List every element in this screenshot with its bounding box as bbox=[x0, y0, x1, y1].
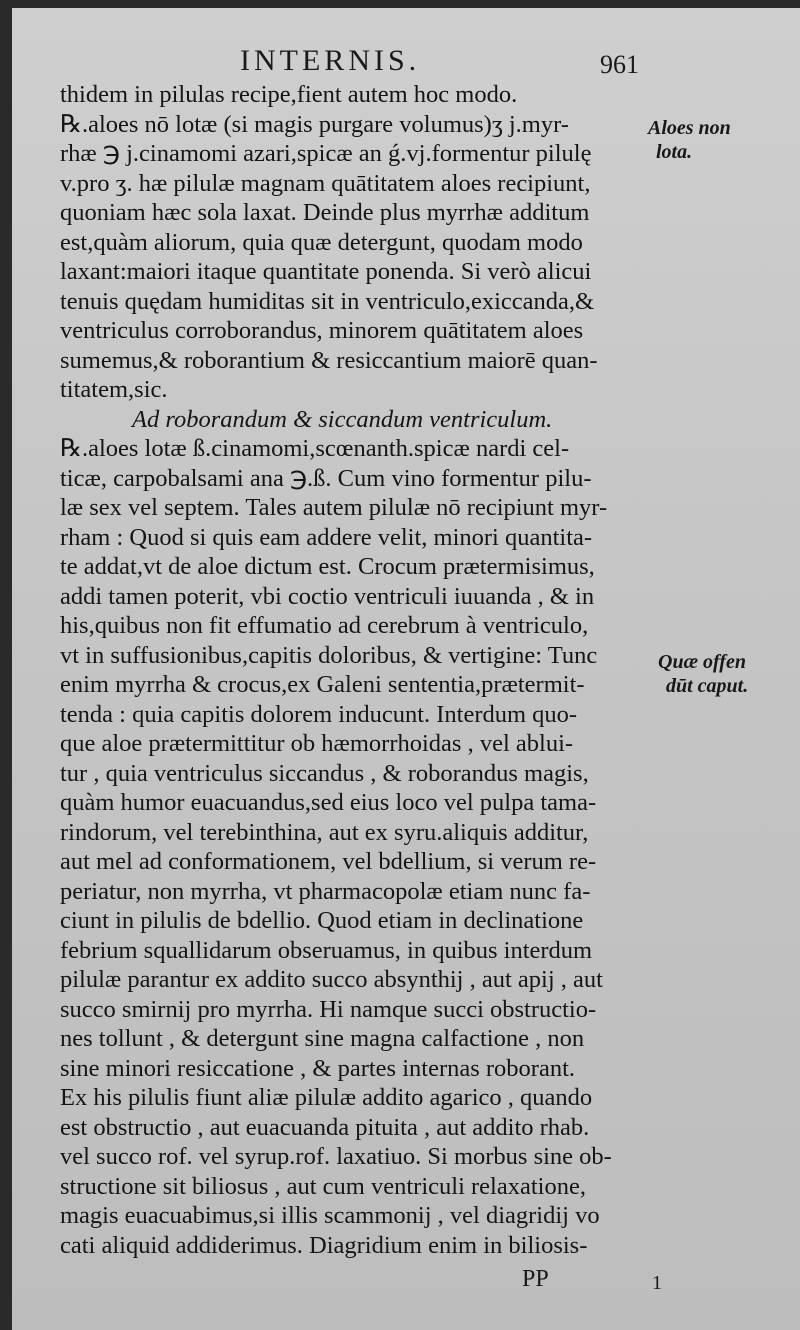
body-text bbox=[60, 80, 670, 1260]
text-line: tenuis quędam humiditas sit in ventriculo,exiccanda,& bbox=[60, 287, 595, 315]
text-line: titatem,sic. bbox=[60, 376, 168, 403]
text-line: laxant:maiori itaque quantitate ponenda. Si verò alicui bbox=[60, 258, 592, 285]
text-line: ventriculus corroborandus, minorem quātitatem aloes bbox=[60, 317, 584, 344]
text-line: enim myrrha & crocus,ex Galeni sententia,prætermit- bbox=[60, 671, 585, 698]
text-line: vt in suffusionibus,capitis doloribus, & vertigine: Tunc bbox=[60, 641, 598, 669]
text-line: sumemus,& roborantium & resiccantium maiorē quan- bbox=[60, 346, 598, 374]
text-line: læ sex vel septem. Tales autem pilulæ nō recipiunt myr- bbox=[60, 494, 608, 521]
margin-note-caput bbox=[658, 650, 748, 698]
text-line: aut mel ad conformationem, vel bdellium, si verum re- bbox=[60, 848, 597, 875]
text-line: quàm humor euacuandus,sed eius loco vel pulpa tama- bbox=[60, 789, 597, 816]
text-line: thidem in pilulas recipe,fient autem hoc modo. bbox=[60, 81, 518, 108]
section-subheading: Ad roborandum & siccandum ventriculum. bbox=[132, 405, 553, 433]
text-line: structione sit biliosus , aut cum ventriculi relaxatione, bbox=[60, 1172, 586, 1200]
text-line: est obstructio , aut euacuanda pituita , aut addito rhab. bbox=[60, 1113, 590, 1141]
text-line: que aloe prætermittitur ob hæmorrhoidas , vel ablui- bbox=[60, 730, 574, 757]
text-line: his,quibus non fit effumatio ad cerebrum à ventriculo, bbox=[60, 612, 589, 639]
text-line: v.pro ʒ. hæ pilulæ magnam quātitatem aloes recipiunt, bbox=[60, 169, 591, 197]
margin-note-line: dūt caput. bbox=[666, 675, 749, 697]
text-line: magis euacuabimus,si illis scammonij , vel diagridij vo bbox=[60, 1202, 600, 1229]
text-line: rindorum, vel terebinthina, aut ex syru.aliquis additur, bbox=[60, 818, 589, 846]
text-line: pilulæ parantur ex addito succo absynthij , aut apij , aut bbox=[60, 966, 603, 993]
text-line: te addat,vt de aloe dictum est. Crocum prætermisimus, bbox=[60, 553, 595, 580]
text-line: ciunt in pilulis de bdellio. Quod etiam in declinatione bbox=[60, 907, 584, 934]
book-page bbox=[12, 8, 800, 1330]
text-line: tenda : quia capitis dolorem inducunt. Interdum quo- bbox=[60, 700, 578, 728]
text-line: succo smirnij pro myrrha. Hi namque succi obstructio- bbox=[60, 995, 597, 1023]
text-line: rham : Quod si quis eam addere velit, minori quantita- bbox=[60, 523, 593, 551]
margin-note-line: Aloes non bbox=[648, 117, 731, 139]
text-line: periatur, non myrrha, vt pharmacopolæ etiam nunc fa- bbox=[60, 877, 591, 905]
margin-note-line: lota. bbox=[656, 141, 693, 163]
text-line: tur , quia ventriculus siccandus , & roborandus magis, bbox=[60, 759, 589, 787]
text-line: vel succo rof. vel syrup.rof. laxatiuo. Si morbus sine ob- bbox=[60, 1143, 612, 1170]
text-line: Ex his pilulis fiunt aliæ pilulæ addito agarico , quando bbox=[60, 1084, 593, 1111]
catchword: 1 bbox=[652, 1272, 662, 1294]
text-line: ℞.aloes lotæ ß.cinamomi,scœnanth.spicæ nardi cel- bbox=[60, 435, 570, 462]
text-line: est,quàm aliorum, quia quæ detergunt, quodam modo bbox=[60, 228, 583, 256]
signature-mark: PP bbox=[522, 1266, 549, 1292]
text-line: sine minori resiccatione , & partes internas roborant. bbox=[60, 1054, 576, 1082]
text-line: quoniam hæc sola laxat. Deinde plus myrrhæ additum bbox=[60, 199, 590, 226]
text-line: febrium squallidarum obseruamus, in quibus interdum bbox=[60, 936, 593, 964]
margin-note-aloes bbox=[648, 116, 731, 164]
margin-note-line: Quæ offen bbox=[658, 651, 746, 673]
running-head: INTERNIS. bbox=[240, 44, 421, 77]
text-line: addi tamen poterit, vbi coctio ventriculi iuuanda , & in bbox=[60, 582, 595, 610]
text-line: rhæ ℈ j.cinamomi azari,spicæ an ǵ.vj.formentur pilulę bbox=[60, 140, 592, 167]
page-footer bbox=[12, 1266, 800, 1306]
text-line: ℞.aloes nō lotæ (si magis purgare volumus)ʒ j.myr- bbox=[60, 110, 569, 138]
text-line: nes tollunt , & detergunt sine magna calfactione , non bbox=[60, 1025, 585, 1052]
text-line: cati aliquid addiderimus. Diagridium enim in biliosis- bbox=[60, 1231, 588, 1259]
text-line: ticæ, carpobalsami ana ℈.ß. Cum vino formentur pilu- bbox=[60, 464, 592, 492]
page-header bbox=[12, 38, 800, 78]
page-number: 961 bbox=[600, 50, 639, 79]
